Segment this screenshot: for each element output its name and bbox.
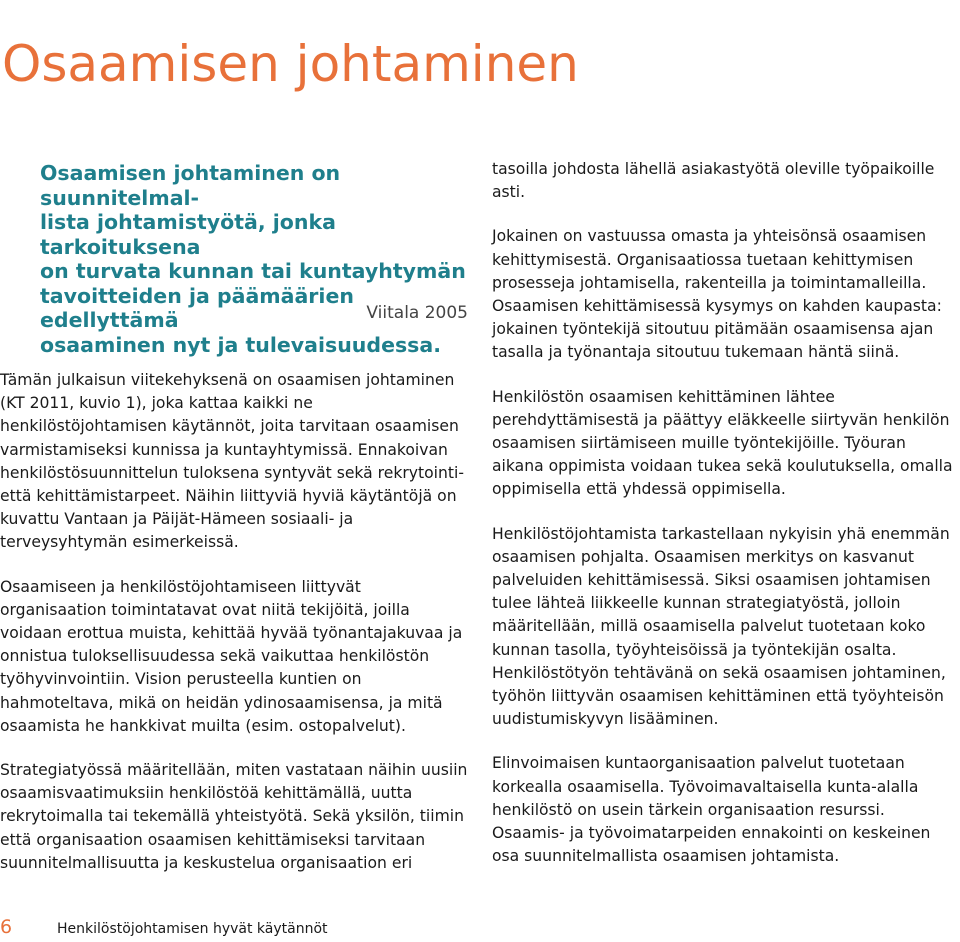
body-paragraph: Osaamiseen ja henkilöstöjohtamiseen liittyvät organisaation toimintatavat ovat niitä tekijöitä, joilla voidaan erottua muista, kehittää hyvää työnantajakuvaa ja onnistua tuloksellisuudessa sekä vaikuttaa henkilöstön työhyvinvointiin. Vision perusteella kuntien on hahmoteltava, mikä on heidän ydinosaamisensa, ja mitä osaamista he hankkivat muilta (esim. ostopalvelut).: [0, 577, 463, 735]
body-paragraph: Henkilöstöjohtamista tarkastellaan nykyisin yhä enemmän osaamisen pohjalta. Osaamisen merkitys on kasvanut palveluiden kehittämisessä. Siksi osaamisen johtamisen tulee lähteä liikkeelle kunnan strategiatyöstä, jolloin määritellään, millä osaamisella palvelut tuotetaan koko kunnan tasolla, työyhteisöissä ja työntekijän osalta. Henkilöstötyön tehtävänä on sekä osaamisen johtaminen, työhön liittyvän osaamisen kehittäminen että työyhteisön uudistumiskyvyn lisääminen.: [492, 524, 950, 729]
body-paragraph: Jokainen on vastuussa omasta ja yhteisönsä osaamisen kehittymisestä. Organisaatiossa tuetaan kehittymisen prosesseja johtamisella, rakenteilla ja toimintamalleilla. Osaamisen kehittämisessä kysymys on kahden kaupasta: jokainen työntekijä sitoutuu pitämään osaamisensa ajan tasalla ja työnantaja sitoutuu tukemaan häntä siinä.: [492, 227, 942, 362]
quote-line: tavoitteiden ja päämäärien edellyttämä: [40, 283, 354, 332]
publication-title: Henkilöstöjohtamisen hyvät käytännöt: [57, 921, 328, 937]
body-paragraph: Tämän julkaisun viitekehyksenä on osaamisen johtaminen (KT 2011, kuvio 1), joka kattaa kaikki ne henkilöstöjohtamisen käytännöt, joita tarvitaan osaamisen varmistamiseksi kunnissa ja kuntayhtymissä. Ennakoivan henkilöstösuunnittelun tuloksena syntyvät sekä rekrytointi- että kehittämistarpeet. Näihin liittyviä hyviä käytäntöjä on kuvattu Vantaan ja Päijät-Hämeen sosiaali- ja terveysyhtymän esimerkeissä.: [0, 371, 464, 552]
quote-line: lista johtamistyötä, jonka tarkoituksena: [40, 210, 336, 259]
body-paragraph: tasoilla johdosta lähellä asiakastyötä oleville työpaikoille asti.: [492, 160, 935, 202]
body-paragraph: Strategiatyössä määritellään, miten vastataan näihin uusiin osaamisvaatimuksiin henkilöstöä kehittämällä, uutta rekrytoimalla tai tekemällä yhteistyötä. Sekä yksilön, tiimin että organisaation osaamisen kehittämiseksi tarvitaan suunnitelmallisuutta ja keskustelua organisaation eri: [0, 761, 468, 872]
left-column: [0, 369, 470, 896]
body-paragraph: Elinvoimaisen kuntaorganisaation palvelut tuotetaan korkealla osaamisella. Työvoimavaltaisella kunta-alalla henkilöstö on usein tärkein organisaation resurssi. Osaamis- ja työvoimatarpeiden ennakointi on keskeinen osa suunnitelmallista osaamisen johtamista.: [492, 754, 931, 866]
quote-line: osaaminen nyt ja tulevaisuudessa.: [40, 332, 442, 357]
body-paragraph: Henkilöstön osaamisen kehittäminen lähtee perehdyttämisestä ja päättyy eläkkeelle siirtyvän henkilön osaamisen siirtämiseen muille työntekijöille. Työuran aikana oppimista voidaan tukea sekä koulutuksella, omalla oppimisella että yhdessä oppimisella.: [492, 387, 953, 499]
page-footer: [0, 916, 400, 942]
page-title: Osaamisen johtaminen: [2, 34, 579, 93]
pull-quote: [40, 161, 470, 357]
page-number: 6: [0, 916, 13, 938]
right-column: [492, 158, 960, 889]
quote-line: on turvata kunnan tai kuntayhtymän: [40, 259, 466, 283]
quote-attribution: Viitala 2005: [366, 303, 468, 323]
quote-line: Osaamisen johtaminen on suunnitelmal-: [40, 161, 341, 210]
